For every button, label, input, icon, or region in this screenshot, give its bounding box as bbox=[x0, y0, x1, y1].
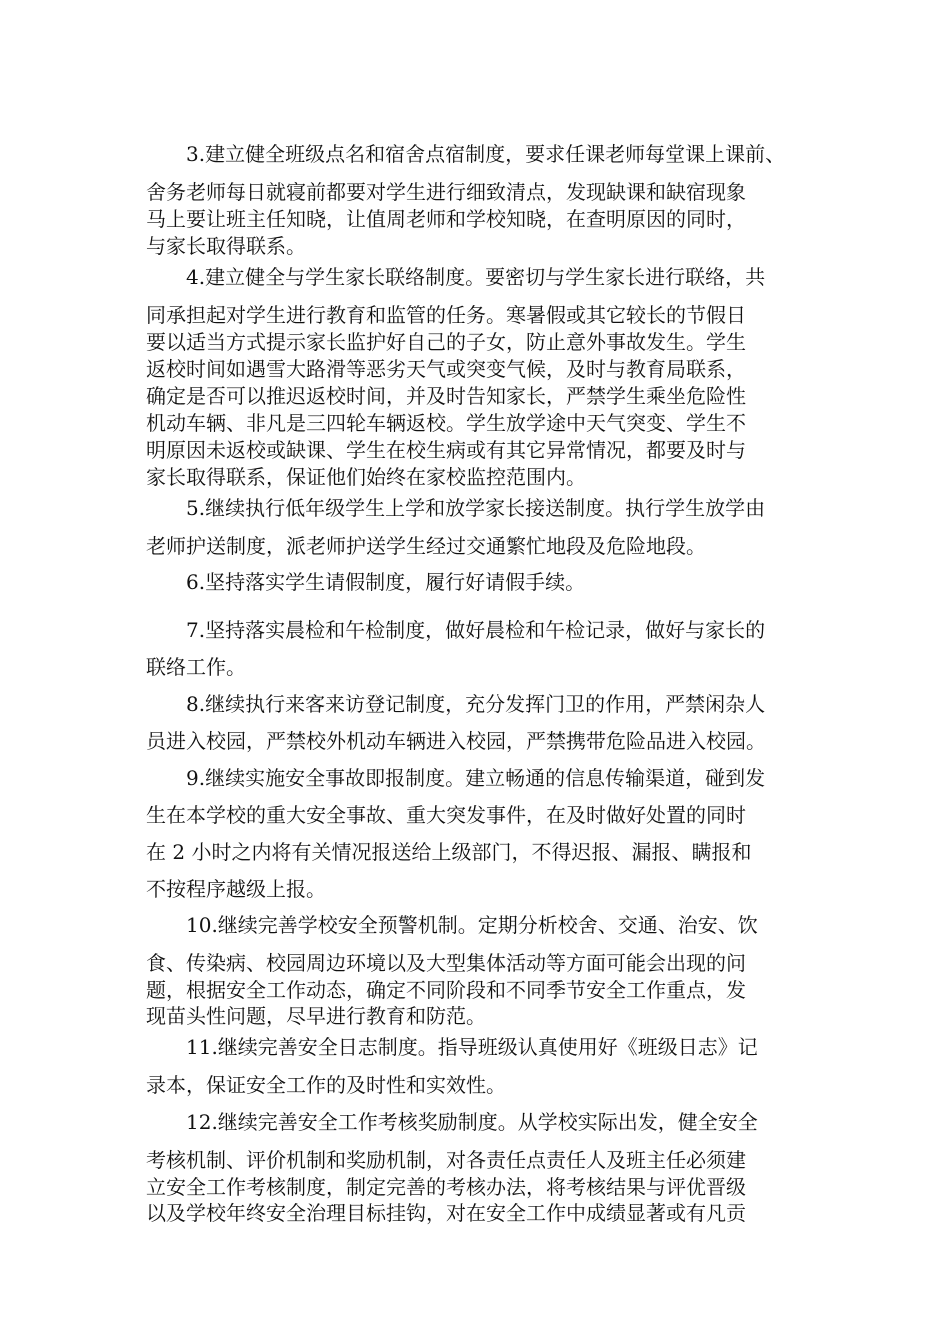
text-line: 4.建立健全与学生家长联络制度。要密切与学生家长进行联络，共 bbox=[186, 265, 766, 289]
text-line: 与家长取得联系。 bbox=[146, 234, 306, 258]
text-line: 12.继续完善安全工作考核奖励制度。从学校实际出发，健全安全 bbox=[186, 1110, 758, 1134]
text-line: 11.继续完善安全日志制度。指导班级认真使用好《班级日志》记 bbox=[186, 1035, 758, 1059]
text-line: 3.建立健全班级点名和宿舍点宿制度，要求任课老师每堂课上课前、 bbox=[186, 142, 786, 166]
text-line: 舍务老师每日就寝前都要对学生进行细致清点，发现缺课和缺宿现象 bbox=[146, 180, 746, 204]
text-line: 以及学校年终安全治理目标挂钩，对在安全工作中成绩显著或有凡贡 bbox=[146, 1201, 746, 1225]
text-line: 10.继续完善学校安全预警机制。定期分析校舍、交通、治安、饮 bbox=[186, 913, 758, 937]
text-line: 9.继续实施安全事故即报制度。建立畅通的信息传输渠道，碰到发 bbox=[186, 766, 766, 790]
text-line: 联络工作。 bbox=[146, 655, 246, 679]
text-line: 在 2 小时之内将有关情况报送给上级部门，不得迟报、漏报、瞒报和 bbox=[146, 840, 752, 864]
text-line: 6.坚持落实学生请假制度，履行好请假手续。 bbox=[186, 570, 586, 594]
text-line: 8.继续执行来客来访登记制度，充分发挥门卫的作用，严禁闲杂人 bbox=[186, 692, 766, 716]
text-line: 老师护送制度，派老师护送学生经过交通繁忙地段及危险地段。 bbox=[146, 534, 706, 558]
text-line: 确定是否可以推迟返校时间，并及时告知家长，严禁学生乘坐危险性 bbox=[146, 384, 746, 408]
text-line: 要以适当方式提示家长监护好自己的子女，防止意外事故发生。学生 bbox=[146, 330, 746, 354]
text-line: 现苗头性问题，尽早进行教育和防范。 bbox=[146, 1004, 486, 1028]
text-line: 生在本学校的重大安全事故、重大突发事件，在及时做好处置的同时 bbox=[146, 803, 746, 827]
text-line: 食、传染病、校园周边环境以及大型集体活动等方面可能会出现的问 bbox=[146, 951, 746, 975]
text-line: 明原因未返校或缺课、学生在校生病或有其它异常情况，都要及时与 bbox=[146, 438, 746, 462]
text-line: 5.继续执行低年级学生上学和放学家长接送制度。执行学生放学由 bbox=[186, 496, 766, 520]
text-line: 返校时间如遇雪大路滑等恶劣天气或突变气候，及时与教育局联系， bbox=[146, 357, 746, 381]
text-line: 同承担起对学生进行教育和监管的任务。寒暑假或其它较长的节假日 bbox=[146, 303, 746, 327]
text-line: 考核机制、评价机制和奖励机制，对各责任点责任人及班主任必须建 bbox=[146, 1148, 746, 1172]
text-line: 题，根据安全工作动态，确定不同阶段和不同季节安全工作重点，发 bbox=[146, 978, 746, 1002]
text-line: 立安全工作考核制度，制定完善的考核办法，将考核结果与评优晋级 bbox=[146, 1175, 746, 1199]
text-line: 录本，保证安全工作的及时性和实效性。 bbox=[146, 1073, 506, 1097]
text-line: 员进入校园，严禁校外机动车辆进入校园，严禁携带危险品进入校园。 bbox=[146, 729, 766, 753]
text-line: 马上要让班主任知晓，让值周老师和学校知晓，在查明原因的同时， bbox=[146, 207, 746, 231]
text-line: 机动车辆、非凡是三四轮车辆返校。学生放学途中天气突变、学生不 bbox=[146, 411, 746, 435]
text-line: 家长取得联系，保证他们始终在家校监控范围内。 bbox=[146, 465, 586, 489]
text-line: 不按程序越级上报。 bbox=[146, 877, 326, 901]
text-line: 7.坚持落实晨检和午检制度，做好晨检和午检记录，做好与家长的 bbox=[186, 618, 766, 642]
